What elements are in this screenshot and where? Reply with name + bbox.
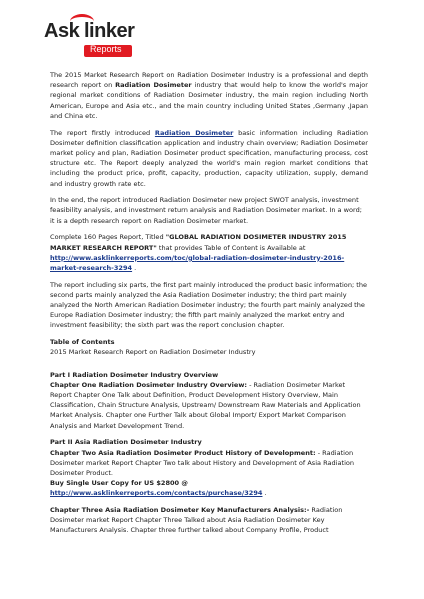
- chapter2-text: - Radiation Dosimeter market Report Chapter Two talk about History and Development of Asia Radiation Dosimeter Product.: [50, 448, 355, 477]
- document-body: [50, 70, 368, 542]
- part1-heading: Part I Radiation Dosimeter Industry Overview: [50, 370, 219, 379]
- intro-text-1: The 2015 Market Research Report on Radiation Dosimeter Industry is a professional and depth research report on: [50, 71, 368, 90]
- part1-section: [50, 370, 368, 431]
- logo-word-reports: Reports: [90, 44, 122, 54]
- purchase-link-end: .: [262, 489, 267, 498]
- logo-word-ask: Ask: [44, 20, 80, 42]
- toc-availability-paragraph: [50, 232, 368, 273]
- spacer: [50, 358, 368, 370]
- chapter1-paragraph: [50, 380, 368, 431]
- buy-copy-label: Buy Single User Copy for US $2800 @: [50, 479, 188, 488]
- toc-heading: Table of Contents: [50, 338, 115, 347]
- overview-paragraph: [50, 128, 368, 189]
- chapter2-paragraph: [50, 448, 368, 479]
- toc-text-2: that provides Table of Content is Available at: [156, 243, 306, 252]
- toc-title: 2015 Market Research Report on Radiation Dosimeter Industry: [50, 348, 256, 357]
- intro-text-2: industry that would help to know the world's major regional market conditions of Radiation Dosimeter industry, the main region including North American, Europe and Asia etc., and the main country including United States ,Germany ,Japan and China etc.: [50, 81, 368, 120]
- radiation-dosimeter-link[interactable]: Radiation Dosimeter: [154, 128, 234, 137]
- overview-text-2: basic information including Radiation Dosimeter definition classification application and industry chain overview; Radiation Dosimeter market policy and plan, Radiation Dosimeter product specification, manufacturing process, cost structure etc. The Report deeply analyzed the world's main region market conditions that including the product price, profit, capacity, production, capacity utilization, supply, demand and industry growth rate etc.: [50, 128, 368, 188]
- intro-paragraph: [50, 70, 368, 121]
- chapter3-text: Radiation Dosimeter market Report Chapter Three Talked about Asia Radiation Dosimeter Key Manufacturers Analysis. Chapter three further talked about Company Profile, Product: [50, 506, 343, 535]
- chapter1-text: - Radiation Dosimeter Market Report Chapter One Talk about Definition, Product Development History Overview, Main Classification, Chain Structure Analysis, Upstream/ Downstream Raw Materials and Application Market Analysis. Chapter one Further Talk about Global Import/ Export Market Comparison Analysis and Market Development Trend.: [50, 380, 361, 430]
- part2-section: [50, 437, 368, 498]
- chapter1-title: Chapter One Radiation Dosimeter Industry Overview:: [50, 380, 247, 389]
- parts-paragraph: The report including six parts, the first part mainly introduced the product basic information; the second parts mainly analyzed the Asia Radiation Dosimeter industry; the third part mainly analyzed the North American Radiation Dosimeter industry; the fourth part mainly analyzed the Europe Radiation Dosimeter industry; the fifth part mainly analyzed the market entry and investment feasibility; the sixth part was the report conclusion chapter.: [50, 280, 367, 330]
- toc-text-end: .: [132, 263, 137, 272]
- logo-word-linker: linker: [84, 20, 135, 42]
- buy-link-line: [50, 488, 368, 498]
- report-title: "GLOBAL RADIATION DOSIMETER INDUSTRY 2015 MARKET RESEARCH REPORT": [50, 233, 347, 252]
- part2-heading: Part II Asia Radiation Dosimeter Industry: [50, 438, 202, 447]
- toc-text-1: Complete 160 Pages Report, Titled: [50, 233, 166, 242]
- asklinker-logo: [44, 20, 135, 62]
- chapter3-title: Chapter Three Asia Radiation Dosimeter Key Manufacturers Analysis:-: [50, 506, 310, 515]
- chapter3-paragraph: [50, 505, 368, 536]
- conclusion-paragraph: In the end, the report introduced Radiation Dosimeter new project SWOT analysis, investment feasibility analysis, and investment return analysis and Radiation Dosimeter market. In a word; it is a depth research report on Radiation Dosimeter market.: [50, 196, 362, 225]
- overview-text-1: The report firstly introduced: [50, 128, 155, 137]
- purchase-link[interactable]: http://www.asklinkerreports.com/contacts/purchase/3294: [50, 489, 263, 498]
- chapter2-title: Chapter Two Asia Radiation Dosimeter Product History of Development:: [50, 448, 316, 457]
- toc-link[interactable]: http://www.asklinkerreports.com/toc/global-radiation-dosimeter-industry-2016-market-research-3294: [50, 253, 345, 272]
- toc-section: [50, 337, 368, 357]
- intro-bold-term: Radiation Dosimeter: [115, 81, 192, 90]
